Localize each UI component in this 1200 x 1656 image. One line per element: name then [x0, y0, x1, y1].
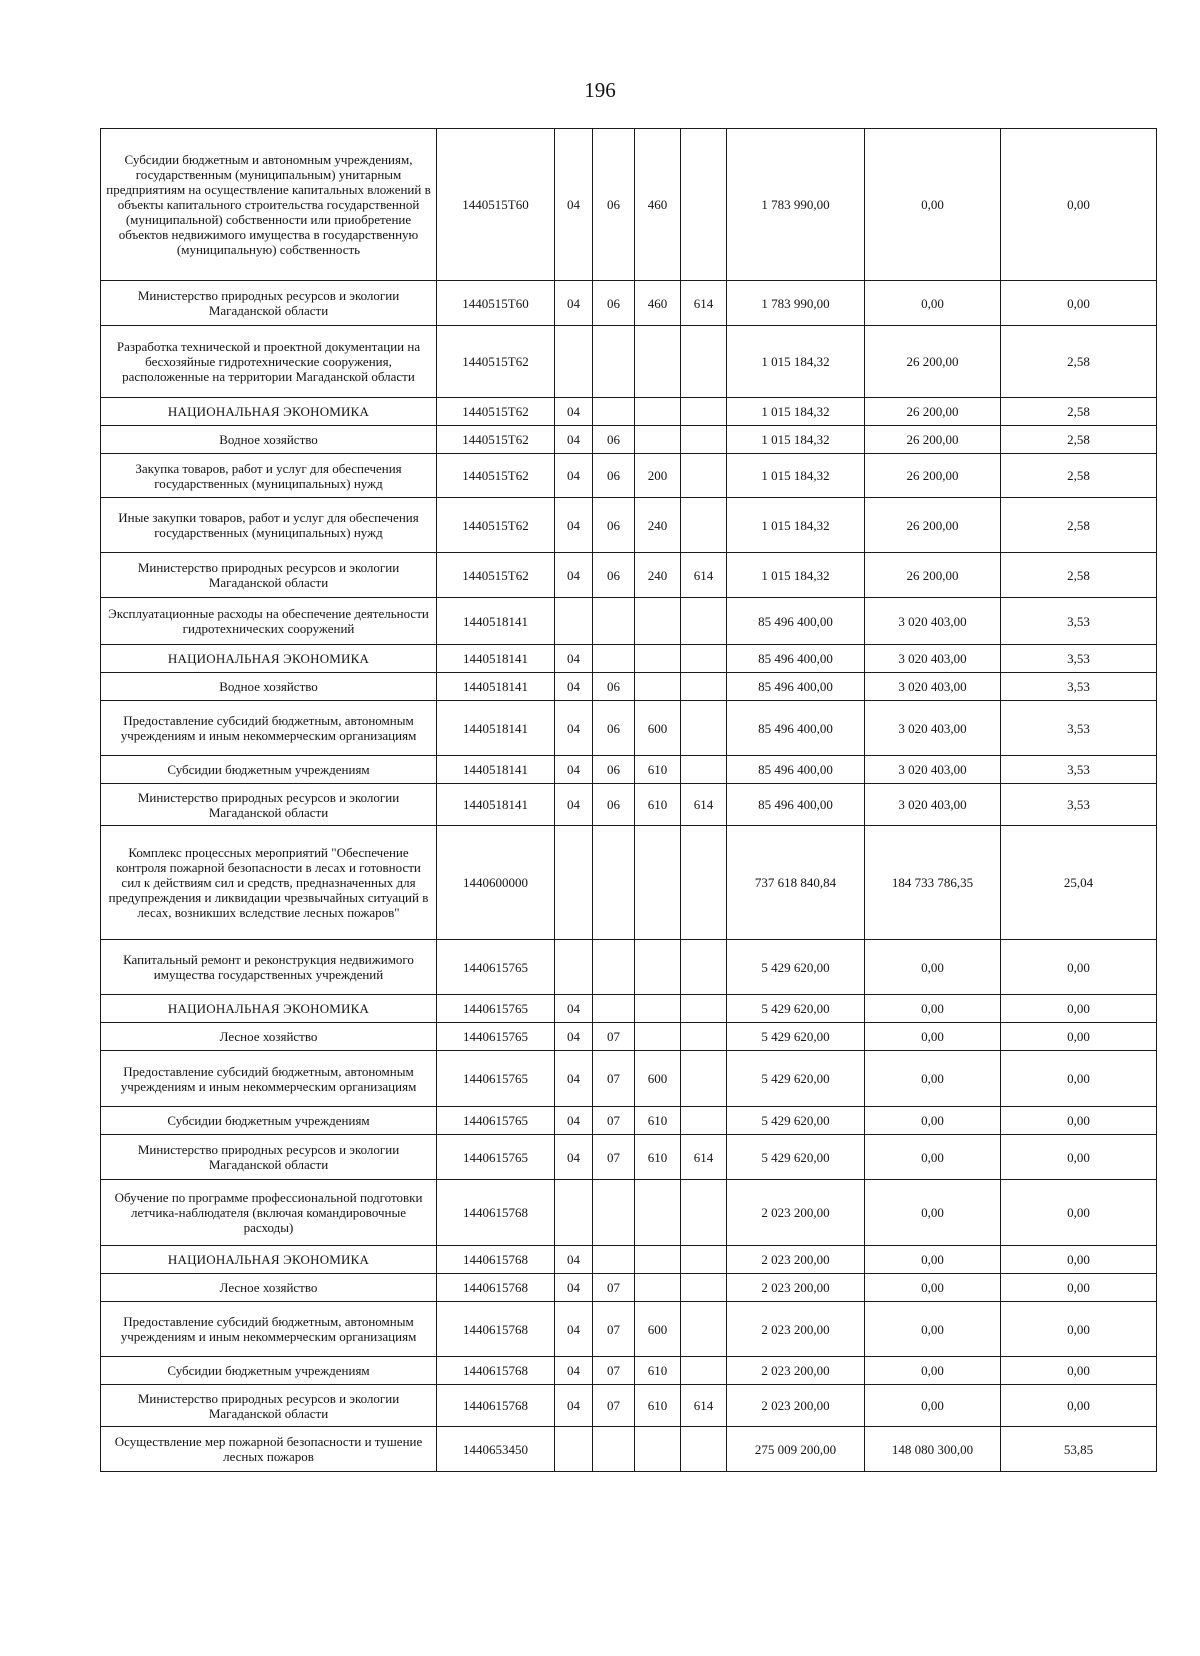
row-description: Комплекс процессных мероприятий "Обеспечение контроля пожарной безопасности в лесах и готовности сил к действиям сил и средств, предназначенных для предупреждения и ликвидации чрезвычайных ситуаций в лесах, возникших вследствие лесных пожаров" [101, 826, 437, 940]
row-expense-type [635, 995, 681, 1023]
table-row [101, 426, 1157, 454]
row-actual-amount: 0,00 [865, 1274, 1001, 1302]
row-expense-type [635, 826, 681, 940]
row-description: Предоставление субсидий бюджетным, автономным учреждениям и иным некоммерческим организациям [101, 1302, 437, 1357]
row-percent: 2,58 [1001, 454, 1157, 498]
table-row [101, 1023, 1157, 1051]
table-row [101, 701, 1157, 756]
table-row [101, 1302, 1157, 1357]
budget-table [100, 128, 1157, 1472]
row-subsection: 06 [593, 756, 635, 784]
table-row [101, 784, 1157, 826]
row-subsection [593, 326, 635, 398]
row-administrator [681, 1023, 727, 1051]
row-percent: 3,53 [1001, 598, 1157, 645]
table-row [101, 454, 1157, 498]
row-section: 04 [555, 1023, 593, 1051]
row-target-code: 1440518141 [437, 598, 555, 645]
row-plan-amount: 5 429 620,00 [727, 995, 865, 1023]
row-percent: 2,58 [1001, 326, 1157, 398]
row-target-code: 1440615768 [437, 1385, 555, 1427]
row-actual-amount: 0,00 [865, 1107, 1001, 1135]
row-expense-type: 460 [635, 281, 681, 326]
row-target-code: 1440518141 [437, 756, 555, 784]
row-actual-amount: 3 020 403,00 [865, 784, 1001, 826]
row-section: 04 [555, 756, 593, 784]
row-actual-amount: 0,00 [865, 995, 1001, 1023]
table-row [101, 129, 1157, 281]
row-target-code: 1440515Т62 [437, 398, 555, 426]
row-administrator [681, 598, 727, 645]
row-actual-amount: 0,00 [865, 1302, 1001, 1357]
row-subsection: 06 [593, 426, 635, 454]
row-subsection: 06 [593, 129, 635, 281]
table-row [101, 1385, 1157, 1427]
row-target-code: 1440615768 [437, 1246, 555, 1274]
row-plan-amount: 2 023 200,00 [727, 1302, 865, 1357]
row-description: Министерство природных ресурсов и экологии Магаданской области [101, 281, 437, 326]
row-expense-type: 240 [635, 498, 681, 553]
row-target-code: 1440615765 [437, 940, 555, 995]
row-administrator [681, 129, 727, 281]
row-target-code: 1440515Т62 [437, 498, 555, 553]
row-administrator [681, 645, 727, 673]
row-administrator [681, 1302, 727, 1357]
table-row [101, 1107, 1157, 1135]
row-section: 04 [555, 498, 593, 553]
table-row [101, 326, 1157, 398]
table-row [101, 995, 1157, 1023]
table-row [101, 940, 1157, 995]
row-target-code: 1440515Т62 [437, 426, 555, 454]
table-row [101, 281, 1157, 326]
row-description: НАЦИОНАЛЬНАЯ ЭКОНОМИКА [101, 995, 437, 1023]
row-section [555, 826, 593, 940]
row-subsection: 07 [593, 1051, 635, 1107]
table-row [101, 1135, 1157, 1180]
row-percent: 3,53 [1001, 673, 1157, 701]
row-administrator: 614 [681, 1385, 727, 1427]
row-target-code: 1440515Т62 [437, 326, 555, 398]
row-section: 04 [555, 426, 593, 454]
row-administrator [681, 940, 727, 995]
row-target-code: 1440518141 [437, 645, 555, 673]
row-section: 04 [555, 454, 593, 498]
row-actual-amount: 0,00 [865, 1023, 1001, 1051]
row-administrator [681, 756, 727, 784]
row-actual-amount: 26 200,00 [865, 454, 1001, 498]
row-expense-type [635, 1274, 681, 1302]
table-row [101, 598, 1157, 645]
row-target-code: 1440615765 [437, 1051, 555, 1107]
row-subsection: 06 [593, 701, 635, 756]
row-expense-type: 610 [635, 1357, 681, 1385]
row-section: 04 [555, 1107, 593, 1135]
row-expense-type [635, 1180, 681, 1246]
row-actual-amount: 0,00 [865, 940, 1001, 995]
row-expense-type [635, 940, 681, 995]
row-subsection: 06 [593, 281, 635, 326]
row-percent: 0,00 [1001, 1023, 1157, 1051]
row-plan-amount: 1 015 184,32 [727, 398, 865, 426]
row-administrator: 614 [681, 1135, 727, 1180]
row-plan-amount: 1 015 184,32 [727, 326, 865, 398]
row-section: 04 [555, 1246, 593, 1274]
row-subsection [593, 1246, 635, 1274]
row-section [555, 940, 593, 995]
row-section: 04 [555, 1051, 593, 1107]
row-section: 04 [555, 281, 593, 326]
row-description: Министерство природных ресурсов и экологии Магаданской области [101, 1385, 437, 1427]
row-plan-amount: 5 429 620,00 [727, 1107, 865, 1135]
row-plan-amount: 1 015 184,32 [727, 553, 865, 598]
row-description: Иные закупки товаров, работ и услуг для обеспечения государственных (муниципальных) нужд [101, 498, 437, 553]
row-subsection: 07 [593, 1135, 635, 1180]
row-subsection: 06 [593, 553, 635, 598]
row-section: 04 [555, 1357, 593, 1385]
row-percent: 0,00 [1001, 1274, 1157, 1302]
row-description: НАЦИОНАЛЬНАЯ ЭКОНОМИКА [101, 645, 437, 673]
table-row [101, 1051, 1157, 1107]
row-percent: 3,53 [1001, 784, 1157, 826]
row-administrator: 614 [681, 281, 727, 326]
row-expense-type: 600 [635, 1302, 681, 1357]
row-percent: 0,00 [1001, 1135, 1157, 1180]
row-actual-amount: 3 020 403,00 [865, 598, 1001, 645]
row-administrator [681, 673, 727, 701]
row-percent: 2,58 [1001, 553, 1157, 598]
row-expense-type: 600 [635, 701, 681, 756]
row-target-code: 1440615768 [437, 1180, 555, 1246]
row-plan-amount: 5 429 620,00 [727, 1051, 865, 1107]
row-subsection [593, 645, 635, 673]
row-expense-type [635, 398, 681, 426]
row-administrator [681, 498, 727, 553]
row-subsection: 07 [593, 1107, 635, 1135]
row-plan-amount: 85 496 400,00 [727, 701, 865, 756]
row-target-code: 1440615765 [437, 1135, 555, 1180]
row-plan-amount: 85 496 400,00 [727, 598, 865, 645]
row-administrator [681, 1274, 727, 1302]
row-percent: 0,00 [1001, 940, 1157, 995]
row-percent: 0,00 [1001, 1357, 1157, 1385]
row-administrator [681, 326, 727, 398]
row-target-code: 1440615765 [437, 995, 555, 1023]
row-actual-amount: 0,00 [865, 1246, 1001, 1274]
row-section: 04 [555, 1274, 593, 1302]
row-expense-type [635, 598, 681, 645]
row-target-code: 1440518141 [437, 673, 555, 701]
row-plan-amount: 737 618 840,84 [727, 826, 865, 940]
row-percent: 0,00 [1001, 281, 1157, 326]
row-actual-amount: 26 200,00 [865, 426, 1001, 454]
row-description: Лесное хозяйство [101, 1274, 437, 1302]
row-target-code: 1440615765 [437, 1107, 555, 1135]
row-description: Предоставление субсидий бюджетным, автономным учреждениям и иным некоммерческим организациям [101, 701, 437, 756]
row-subsection: 06 [593, 454, 635, 498]
row-actual-amount: 0,00 [865, 1357, 1001, 1385]
row-actual-amount: 0,00 [865, 1385, 1001, 1427]
row-expense-type [635, 673, 681, 701]
row-expense-type: 610 [635, 784, 681, 826]
row-actual-amount: 26 200,00 [865, 553, 1001, 598]
row-administrator [681, 826, 727, 940]
row-section: 04 [555, 1385, 593, 1427]
row-expense-type [635, 1023, 681, 1051]
row-description: Лесное хозяйство [101, 1023, 437, 1051]
row-expense-type [635, 426, 681, 454]
row-percent: 0,00 [1001, 1246, 1157, 1274]
row-description: Министерство природных ресурсов и экологии Магаданской области [101, 1135, 437, 1180]
row-percent: 0,00 [1001, 1051, 1157, 1107]
row-actual-amount: 148 080 300,00 [865, 1427, 1001, 1472]
row-description: Министерство природных ресурсов и экологии Магаданской области [101, 784, 437, 826]
page-number: 196 [584, 78, 616, 102]
row-percent: 0,00 [1001, 1107, 1157, 1135]
row-expense-type: 610 [635, 1385, 681, 1427]
row-target-code: 1440615768 [437, 1302, 555, 1357]
row-plan-amount: 1 015 184,32 [727, 426, 865, 454]
row-administrator: 614 [681, 784, 727, 826]
row-percent: 53,85 [1001, 1427, 1157, 1472]
row-description: Эксплуатационные расходы на обеспечение деятельности гидротехнических сооружений [101, 598, 437, 645]
row-plan-amount: 5 429 620,00 [727, 940, 865, 995]
row-description: Водное хозяйство [101, 426, 437, 454]
row-actual-amount: 0,00 [865, 129, 1001, 281]
row-administrator [681, 995, 727, 1023]
row-actual-amount: 0,00 [865, 1135, 1001, 1180]
row-subsection [593, 826, 635, 940]
row-description: Разработка технической и проектной документации на бесхозяйные гидротехнические сооружения, расположенные на территории Магаданской области [101, 326, 437, 398]
row-subsection: 07 [593, 1385, 635, 1427]
table-row [101, 1427, 1157, 1472]
row-target-code: 1440615768 [437, 1274, 555, 1302]
row-section [555, 1180, 593, 1246]
row-subsection: 07 [593, 1302, 635, 1357]
row-expense-type: 610 [635, 1135, 681, 1180]
row-actual-amount: 0,00 [865, 1180, 1001, 1246]
row-percent: 3,53 [1001, 645, 1157, 673]
row-section: 04 [555, 1135, 593, 1180]
row-section [555, 1427, 593, 1472]
row-description: Водное хозяйство [101, 673, 437, 701]
row-subsection: 07 [593, 1357, 635, 1385]
row-section: 04 [555, 784, 593, 826]
row-subsection: 06 [593, 784, 635, 826]
row-section: 04 [555, 398, 593, 426]
row-description: Предоставление субсидий бюджетным, автономным учреждениям и иным некоммерческим организациям [101, 1051, 437, 1107]
table-row [101, 398, 1157, 426]
row-percent: 2,58 [1001, 426, 1157, 454]
row-description: Субсидии бюджетным учреждениям [101, 1107, 437, 1135]
row-plan-amount: 5 429 620,00 [727, 1135, 865, 1180]
row-plan-amount: 2 023 200,00 [727, 1274, 865, 1302]
row-description: Закупка товаров, работ и услуг для обеспечения государственных (муниципальных) нужд [101, 454, 437, 498]
row-expense-type: 600 [635, 1051, 681, 1107]
row-target-code: 1440600000 [437, 826, 555, 940]
row-expense-type [635, 326, 681, 398]
row-plan-amount: 1 783 990,00 [727, 129, 865, 281]
row-percent: 2,58 [1001, 498, 1157, 553]
row-expense-type [635, 645, 681, 673]
row-percent: 0,00 [1001, 1180, 1157, 1246]
row-description: НАЦИОНАЛЬНАЯ ЭКОНОМИКА [101, 1246, 437, 1274]
table-row [101, 1246, 1157, 1274]
row-percent: 0,00 [1001, 1385, 1157, 1427]
row-actual-amount: 26 200,00 [865, 398, 1001, 426]
table-row [101, 553, 1157, 598]
row-target-code: 1440515Т60 [437, 281, 555, 326]
row-section: 04 [555, 553, 593, 598]
row-expense-type: 610 [635, 756, 681, 784]
row-description: Осуществление мер пожарной безопасности и тушение лесных пожаров [101, 1427, 437, 1472]
row-subsection [593, 940, 635, 995]
row-section: 04 [555, 1302, 593, 1357]
row-description: Субсидии бюджетным учреждениям [101, 756, 437, 784]
row-plan-amount: 85 496 400,00 [727, 756, 865, 784]
row-expense-type: 200 [635, 454, 681, 498]
row-expense-type: 240 [635, 553, 681, 598]
row-plan-amount: 2 023 200,00 [727, 1385, 865, 1427]
row-administrator [681, 1107, 727, 1135]
row-administrator [681, 1051, 727, 1107]
row-percent: 0,00 [1001, 1302, 1157, 1357]
row-section: 04 [555, 129, 593, 281]
row-target-code: 1440615765 [437, 1023, 555, 1051]
row-administrator [681, 701, 727, 756]
row-target-code: 1440518141 [437, 701, 555, 756]
row-actual-amount: 3 020 403,00 [865, 673, 1001, 701]
row-section: 04 [555, 645, 593, 673]
row-subsection [593, 1180, 635, 1246]
row-section [555, 326, 593, 398]
row-plan-amount: 85 496 400,00 [727, 673, 865, 701]
row-section: 04 [555, 701, 593, 756]
row-target-code: 1440515Т62 [437, 553, 555, 598]
row-target-code: 1440615768 [437, 1357, 555, 1385]
row-administrator [681, 1246, 727, 1274]
row-subsection: 07 [593, 1274, 635, 1302]
row-plan-amount: 5 429 620,00 [727, 1023, 865, 1051]
table-row [101, 826, 1157, 940]
row-expense-type: 610 [635, 1107, 681, 1135]
row-administrator [681, 1180, 727, 1246]
row-description: Министерство природных ресурсов и экологии Магаданской области [101, 553, 437, 598]
budget-table-body [101, 129, 1157, 1472]
row-description: Капитальный ремонт и реконструкция недвижимого имущества государственных учреждений [101, 940, 437, 995]
row-expense-type: 460 [635, 129, 681, 281]
row-administrator [681, 426, 727, 454]
row-description: НАЦИОНАЛЬНАЯ ЭКОНОМИКА [101, 398, 437, 426]
table-row [101, 1274, 1157, 1302]
row-plan-amount: 2 023 200,00 [727, 1357, 865, 1385]
row-section [555, 598, 593, 645]
row-subsection [593, 1427, 635, 1472]
table-row [101, 498, 1157, 553]
row-actual-amount: 3 020 403,00 [865, 701, 1001, 756]
row-actual-amount: 0,00 [865, 281, 1001, 326]
row-actual-amount: 184 733 786,35 [865, 826, 1001, 940]
row-subsection [593, 398, 635, 426]
row-percent: 3,53 [1001, 701, 1157, 756]
row-actual-amount: 0,00 [865, 1051, 1001, 1107]
table-row [101, 1180, 1157, 1246]
table-row [101, 1357, 1157, 1385]
row-subsection [593, 995, 635, 1023]
row-plan-amount: 1 015 184,32 [727, 454, 865, 498]
row-percent: 0,00 [1001, 129, 1157, 281]
row-administrator [681, 1357, 727, 1385]
row-description: Субсидии бюджетным и автономным учреждениям, государственным (муниципальным) унитарным предприятиям на осуществление капитальных вложений в объекты капитального строительства государственной (муниципальной) собственности или приобретение объектов недвижимого имущества в государственную (муниципальную) собственность [101, 129, 437, 281]
row-actual-amount: 3 020 403,00 [865, 756, 1001, 784]
row-percent: 25,04 [1001, 826, 1157, 940]
row-subsection [593, 598, 635, 645]
row-subsection: 07 [593, 1023, 635, 1051]
row-plan-amount: 2 023 200,00 [727, 1180, 865, 1246]
row-section: 04 [555, 673, 593, 701]
row-expense-type [635, 1427, 681, 1472]
row-administrator: 614 [681, 553, 727, 598]
row-plan-amount: 2 023 200,00 [727, 1246, 865, 1274]
row-target-code: 1440515Т60 [437, 129, 555, 281]
row-percent: 0,00 [1001, 995, 1157, 1023]
row-subsection: 06 [593, 673, 635, 701]
row-plan-amount: 1 783 990,00 [727, 281, 865, 326]
row-administrator [681, 1427, 727, 1472]
row-administrator [681, 398, 727, 426]
row-target-code: 1440653450 [437, 1427, 555, 1472]
row-section: 04 [555, 995, 593, 1023]
row-plan-amount: 85 496 400,00 [727, 784, 865, 826]
row-target-code: 1440518141 [437, 784, 555, 826]
row-plan-amount: 85 496 400,00 [727, 645, 865, 673]
row-percent: 3,53 [1001, 756, 1157, 784]
row-subsection: 06 [593, 498, 635, 553]
table-row [101, 756, 1157, 784]
row-actual-amount: 26 200,00 [865, 326, 1001, 398]
table-row [101, 645, 1157, 673]
row-administrator [681, 454, 727, 498]
row-plan-amount: 1 015 184,32 [727, 498, 865, 553]
row-percent: 2,58 [1001, 398, 1157, 426]
table-row [101, 673, 1157, 701]
row-actual-amount: 3 020 403,00 [865, 645, 1001, 673]
row-plan-amount: 275 009 200,00 [727, 1427, 865, 1472]
row-target-code: 1440515Т62 [437, 454, 555, 498]
row-description: Субсидии бюджетным учреждениям [101, 1357, 437, 1385]
row-description: Обучение по программе профессиональной подготовки летчика-наблюдателя (включая командировочные расходы) [101, 1180, 437, 1246]
row-actual-amount: 26 200,00 [865, 498, 1001, 553]
row-expense-type [635, 1246, 681, 1274]
